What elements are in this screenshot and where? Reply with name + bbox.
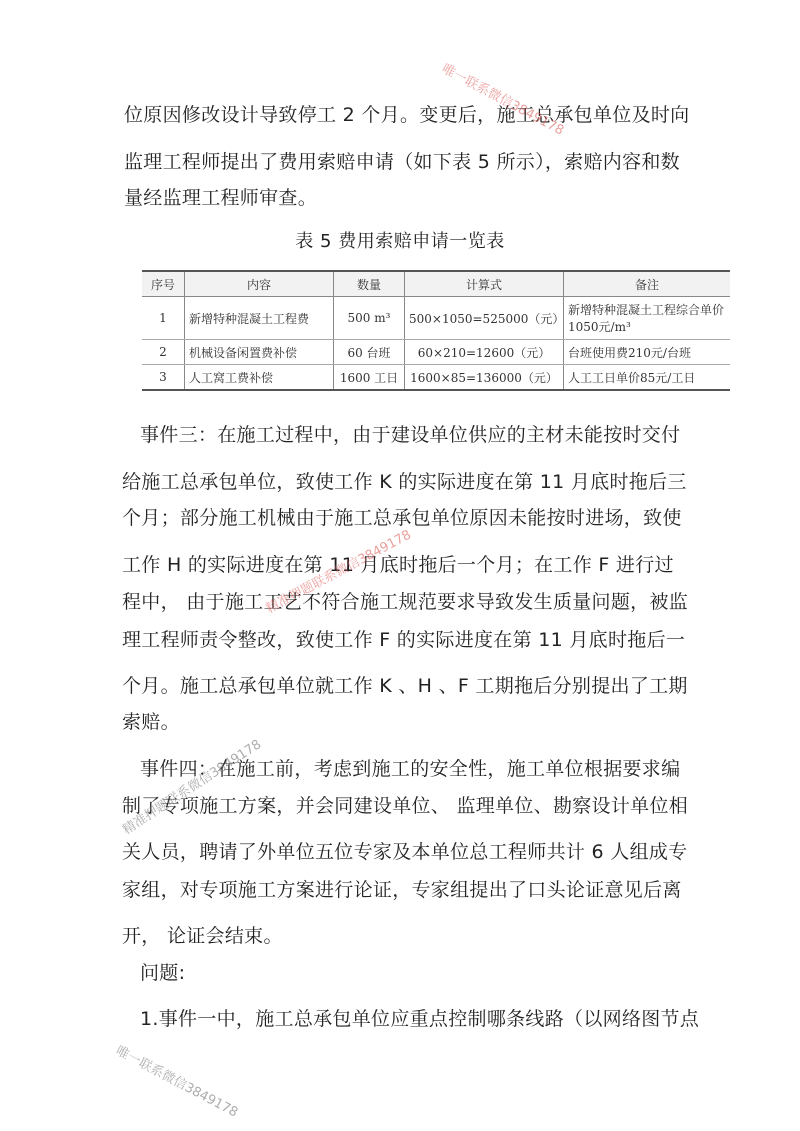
event4-line: 事件四：在施工前，考虑到施工的安全性，施工单位根据要求编 xyxy=(140,758,681,780)
paragraph-line: 量经监理工程师审查。 xyxy=(124,187,318,209)
table-row xyxy=(142,340,730,365)
cell-formula: 60×210=12600（元） xyxy=(405,340,564,365)
event3-line: 个月；部分施工机械由于施工总承包单位原因未能按时进场，致使 xyxy=(122,507,682,529)
event4-line: 开， 论证会结束。 xyxy=(122,925,283,947)
question-1: 1.事件一中，施工总承包单位应重点控制哪条线路（以网络图节点 xyxy=(140,1008,700,1030)
header-seq: 序号 xyxy=(142,271,185,297)
event3-line: 给施工总承包单位，致使工作 K 的实际进度在第 11 月底时拖后三 xyxy=(122,471,687,493)
cell-seq: 3 xyxy=(142,365,185,391)
event4-line: 关人员，聘请了外单位五位专家及本单位总工程师共计 6 人组成专 xyxy=(122,841,688,863)
cell-quantity: 60 台班 xyxy=(334,340,405,365)
header-content: 内容 xyxy=(185,271,334,297)
cell-remark: 台班使用费210元/台班 xyxy=(564,340,731,365)
table-caption: 表 5 费用索赔申请一览表 xyxy=(295,231,505,252)
event3-line: 事件三：在施工过程中，由于建设单位供应的主材未能按时交付 xyxy=(140,424,681,446)
table-header-row xyxy=(142,271,730,297)
event3-line: 工作 H 的实际进度在第 11 月底时拖后一个月；在工作 F 进行过 xyxy=(122,554,674,576)
watermark: 唯一联系微信3849178 xyxy=(113,1043,241,1121)
cost-claim-table xyxy=(142,270,730,391)
questions-heading: 问题: xyxy=(140,962,186,984)
event3-line: 索赔。 xyxy=(122,711,180,733)
cell-content: 机械设备闲置费补偿 xyxy=(185,340,334,365)
event4-line: 制了专项施工方案，并会同建设单位、 监理单位、勘察设计单位相 xyxy=(122,795,689,817)
table-row xyxy=(142,365,730,391)
event4-line: 家组，对专项施工方案进行论证，专家组提出了口头论证意见后离 xyxy=(122,879,682,901)
watermark: 精准押题联系微信3849178 xyxy=(120,737,265,838)
table-row xyxy=(142,297,730,340)
event3-line: 理工程师责令整改，致使工作 F 的实际进度在第 11 月底时拖后一 xyxy=(122,629,686,651)
cell-quantity: 500 m³ xyxy=(334,297,405,340)
cell-seq: 1 xyxy=(142,297,185,340)
cell-remark: 新增特种混凝土工程综合单价1050元/m³ xyxy=(564,297,731,340)
watermark: 唯一联系微信3849178 xyxy=(439,61,567,139)
cell-quantity: 1600 工日 xyxy=(334,365,405,391)
cell-content: 新增特种混凝土工程费 xyxy=(185,297,334,340)
header-formula: 计算式 xyxy=(405,271,564,297)
event3-line: 个月。施工总承包单位就工作 K 、H 、F 工期拖后分别提出了工期 xyxy=(122,675,688,697)
event3-line: 程中， 由于施工工艺不符合施工规范要求导致发生质量问题，被监 xyxy=(122,591,689,613)
cell-remark: 人工工日单价85元/工日 xyxy=(564,365,731,391)
cell-formula: 500×1050=525000（元） xyxy=(405,297,564,340)
paragraph-line: 位原因修改设计导致停工 2 个月。变更后，施工总承包单位及时向 xyxy=(124,104,690,126)
cell-content: 人工窝工费补偿 xyxy=(185,365,334,391)
watermark: 精准押题联系微信3849178 xyxy=(263,527,414,617)
paragraph-line: 监理工程师提出了费用索赔申请（如下表 5 所示），索赔内容和数 xyxy=(124,151,680,173)
cell-seq: 2 xyxy=(142,340,185,365)
cell-formula: 1600×85=136000（元） xyxy=(405,365,564,391)
header-quantity: 数量 xyxy=(334,271,405,297)
header-remark: 备注 xyxy=(564,271,731,297)
